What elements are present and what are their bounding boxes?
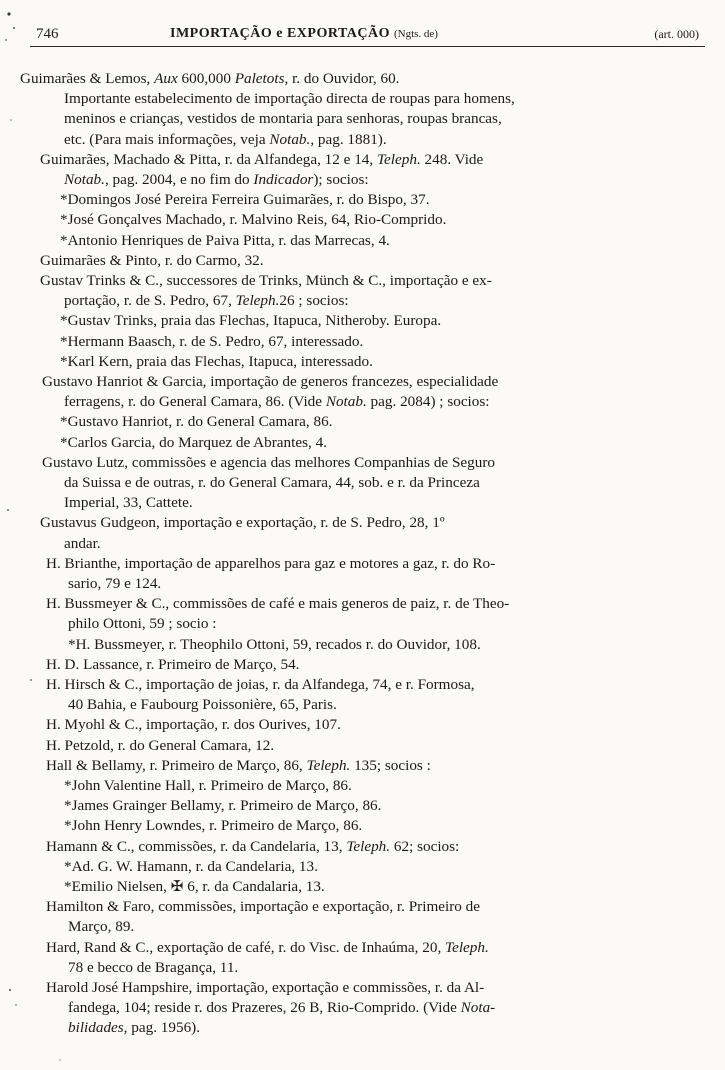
entry-text: Março, 89. bbox=[68, 918, 135, 936]
entry-text: H. Brianthe, importação de apparelhos para gaz e motores a gaz, r. do Ro- bbox=[46, 554, 496, 572]
entry-text: Notab. bbox=[269, 130, 311, 148]
entry-text: *John Henry Lowndes, r. Primeiro de Março, 86. bbox=[64, 817, 363, 835]
entry-text: Gustavo Lutz, commissões e agencia das melhores Companhias de Seguro bbox=[42, 453, 495, 471]
entry-text: da Suissa e de outras, r. do General Camara, 44, sob. e r. da Princeza bbox=[64, 474, 480, 491]
entry-text: Gustavus Gudgeon, importação e exportação, r. de S. Pedro, 28, 1º bbox=[40, 514, 445, 532]
entry-text: philo Ottoni, 59 ; socio : bbox=[68, 615, 217, 633]
entry-line bbox=[64, 878, 325, 896]
entry-text: Gustavo Hanriot & Garcia, importação de generos francezes, especialidade bbox=[42, 373, 499, 390]
section-reference: (art. 000) bbox=[654, 27, 699, 41]
running-title bbox=[170, 26, 438, 42]
entry-line bbox=[60, 333, 363, 351]
entry-line bbox=[68, 636, 481, 654]
entry-line bbox=[60, 312, 441, 330]
entry-text: ); socios: bbox=[313, 171, 369, 188]
entry-text: 78 e becco de Bragança, 11. bbox=[68, 958, 239, 976]
entry-line bbox=[46, 676, 475, 694]
entry-text: *James Grainger Bellamy, r. Primeiro de Março, 86. bbox=[64, 797, 382, 815]
entry-text: , pag. 2004, e no fim do bbox=[104, 171, 254, 188]
entry-text: 62; socios: bbox=[390, 837, 460, 855]
entry-line bbox=[46, 716, 341, 734]
entry-text: *Carlos Garcia, do Marquez de Abrantes, 4. bbox=[60, 433, 327, 451]
running-title-suffix: (Ngts. de) bbox=[393, 28, 438, 40]
entry-line bbox=[68, 575, 161, 593]
entry-text: Hard, Rand & C., exportação de café, r. do Visc. de Inhaúma, 20, bbox=[46, 938, 446, 956]
entry-line bbox=[64, 110, 502, 128]
entry-text: *José Gonçalves Machado, r. Malvino Reis, 64, Rio-Comprido. bbox=[60, 211, 447, 229]
entry-line bbox=[40, 514, 445, 532]
entry-text: *Gustavo Hanriot, r. do General Camara, 86. bbox=[60, 413, 333, 431]
entry-text: Guimarães & Lemos, bbox=[20, 70, 155, 87]
entry-text: *Gustav Trinks, praia das Flechas, Itapuca, Nitheroby. Europa. bbox=[60, 312, 442, 330]
entry-line bbox=[68, 696, 337, 714]
entry-text: *Antonio Henriques de Paiva Pitta, r. das Marrecas, 4. bbox=[60, 231, 390, 249]
entry-text: H. Bussmeyer & C., commissões de café e mais generos de paiz, r. de Theo- bbox=[46, 595, 510, 613]
entry-text: fandega, 104; reside r. dos Prazeres, 26 B, Rio-Comprido. (Vide bbox=[68, 999, 461, 1017]
entry-text: *Ad. G. W. Hamann, r. da Candelaria, 13. bbox=[64, 857, 318, 875]
entry-text: 600,000 bbox=[177, 70, 235, 87]
entry-text: Guimarães, Machado & Pitta, r. da Alfandega, 12 e 14, bbox=[40, 150, 377, 168]
entry-text: *H. Bussmeyer, r. Theophilo Ottoni, 59, recados r. do Ouvidor, 108. bbox=[68, 635, 481, 653]
entry-line bbox=[64, 535, 101, 553]
entry-text: 135; socios : bbox=[350, 756, 431, 774]
entry-text: 248. Vide bbox=[420, 150, 484, 168]
entry-text: sario, 79 e 124. bbox=[68, 575, 162, 592]
entry-line bbox=[64, 90, 515, 108]
entry-line bbox=[60, 434, 327, 452]
entry-text: bilidades, bbox=[68, 1019, 128, 1037]
entry-line bbox=[68, 1019, 200, 1037]
entry-line bbox=[60, 191, 430, 209]
entry-line bbox=[40, 151, 483, 169]
entry-text: Importante estabelecimento de importação directa de roupas para homens, bbox=[64, 90, 515, 108]
entry-line bbox=[64, 474, 480, 492]
entry-text: 40 Bahia, e Faubourg Poissonière, 65, Paris. bbox=[68, 696, 337, 714]
entry-text: Hall & Bellamy, r. Primeiro de Março, 86, bbox=[46, 756, 307, 774]
entry-line bbox=[42, 454, 495, 472]
entry-text: Notab. bbox=[64, 171, 105, 188]
entry-line bbox=[64, 494, 193, 512]
entry-line bbox=[46, 737, 274, 755]
entry-text: andar. bbox=[64, 534, 101, 552]
entry-line bbox=[60, 413, 332, 431]
entry-text: Teleph. bbox=[306, 756, 351, 774]
entry-text: 26 ; socios: bbox=[279, 292, 349, 310]
entry-text: Aux bbox=[154, 70, 178, 87]
entry-line bbox=[64, 858, 318, 876]
entry-text: *Emilio Nielsen, ✠ 6, r. da Candalaria, 13. bbox=[64, 878, 325, 895]
entry-line bbox=[40, 272, 492, 290]
entry-line bbox=[46, 838, 459, 856]
entry-text: H. D. Lassance, r. Primeiro de Março, 54. bbox=[46, 655, 300, 673]
entry-text: Guimarães & Pinto, r. do Carmo, 32. bbox=[40, 251, 264, 269]
page-header bbox=[30, 18, 705, 47]
entry-text: *John Valentine Hall, r. Primeiro de Março, 86. bbox=[64, 777, 352, 794]
page-number: 746 bbox=[36, 26, 59, 42]
entry-text: Nota- bbox=[460, 999, 496, 1017]
entry-line bbox=[64, 292, 349, 310]
entry-text: H. Myohl & C., importação, r. dos Ourives, 107. bbox=[46, 716, 341, 734]
entry-text: Notab. bbox=[325, 393, 367, 411]
entry-text: *Karl Kern, praia das Flechas, Itapuca, interessado. bbox=[60, 352, 373, 370]
entry-text: Harold José Hampshire, importação, exportação e commissões, r. da Al- bbox=[46, 979, 485, 996]
entry-line bbox=[64, 817, 362, 835]
entry-text: Gustav Trinks & C., successores de Trinks, Münch & C., importação e ex- bbox=[40, 272, 492, 289]
entry-line bbox=[64, 171, 369, 189]
entry-text: pag. 1956). bbox=[127, 1019, 201, 1037]
entry-line bbox=[60, 232, 390, 250]
entry-line bbox=[64, 393, 490, 411]
entry-text: *Hermann Baasch, r. de S. Pedro, 67, interessado. bbox=[60, 332, 364, 350]
entry-text: Hamilton & Faro, commissões, importação e exportação, r. Primeiro de bbox=[46, 898, 480, 916]
entry-text: Teleph. bbox=[235, 292, 280, 310]
entry-text: pag. 2084) ; socios: bbox=[366, 393, 490, 411]
entry-text: Paletots bbox=[234, 70, 285, 87]
entry-text: portação, r. de S. Pedro, 67, bbox=[64, 292, 236, 310]
entry-text: Teleph. bbox=[445, 938, 489, 956]
entry-text: meninos e crianças, vestidos de montaria para senhoras, roupas brancas, bbox=[64, 110, 502, 128]
entry-line bbox=[68, 999, 495, 1017]
running-title-text: IMPORTAÇÃO e EXPORTAÇÃO bbox=[170, 26, 390, 41]
entry-text: H. Hirsch & C., importação de joias, r. da Alfandega, 74, e r. Formosa, bbox=[46, 676, 475, 693]
entry-line bbox=[40, 252, 264, 270]
entry-line bbox=[60, 211, 446, 229]
entry-line bbox=[64, 777, 352, 795]
entry-line bbox=[46, 898, 480, 916]
entry-line bbox=[46, 595, 509, 613]
entry-line bbox=[46, 656, 299, 674]
entry-text: etc. (Para mais informações, veja bbox=[64, 130, 270, 148]
entry-line bbox=[46, 979, 484, 997]
entry-text: Indicador bbox=[253, 171, 314, 188]
entry-line bbox=[60, 353, 373, 371]
entry-text: Hamann & C., commissões, r. da Candelaria, 13, bbox=[46, 837, 347, 855]
entry-text: *Domingos José Pereira Ferreira Guimarães, r. do Bispo, 37. bbox=[60, 191, 430, 209]
entry-line bbox=[68, 615, 217, 633]
entry-text: Teleph. bbox=[346, 837, 391, 855]
entry-line bbox=[64, 131, 387, 149]
entry-line bbox=[46, 757, 431, 775]
entry-line bbox=[64, 797, 381, 815]
entry-text: Teleph. bbox=[377, 150, 421, 168]
entry-text: , r. do Ouvidor, 60. bbox=[284, 70, 400, 87]
entry-line bbox=[46, 555, 495, 573]
entry-text: , pag. 1881). bbox=[310, 130, 387, 148]
entry-line bbox=[42, 373, 498, 391]
entry-line bbox=[46, 939, 489, 957]
entry-text: Imperial, 33, Cattete. bbox=[64, 494, 193, 512]
entry-line bbox=[68, 959, 238, 977]
entry-text: ferragens, r. do General Camara, 86. (Vide bbox=[64, 393, 326, 411]
entry-line bbox=[20, 70, 399, 88]
entry-line bbox=[68, 918, 134, 936]
entry-text: H. Petzold, r. do General Camara, 12. bbox=[46, 736, 275, 754]
